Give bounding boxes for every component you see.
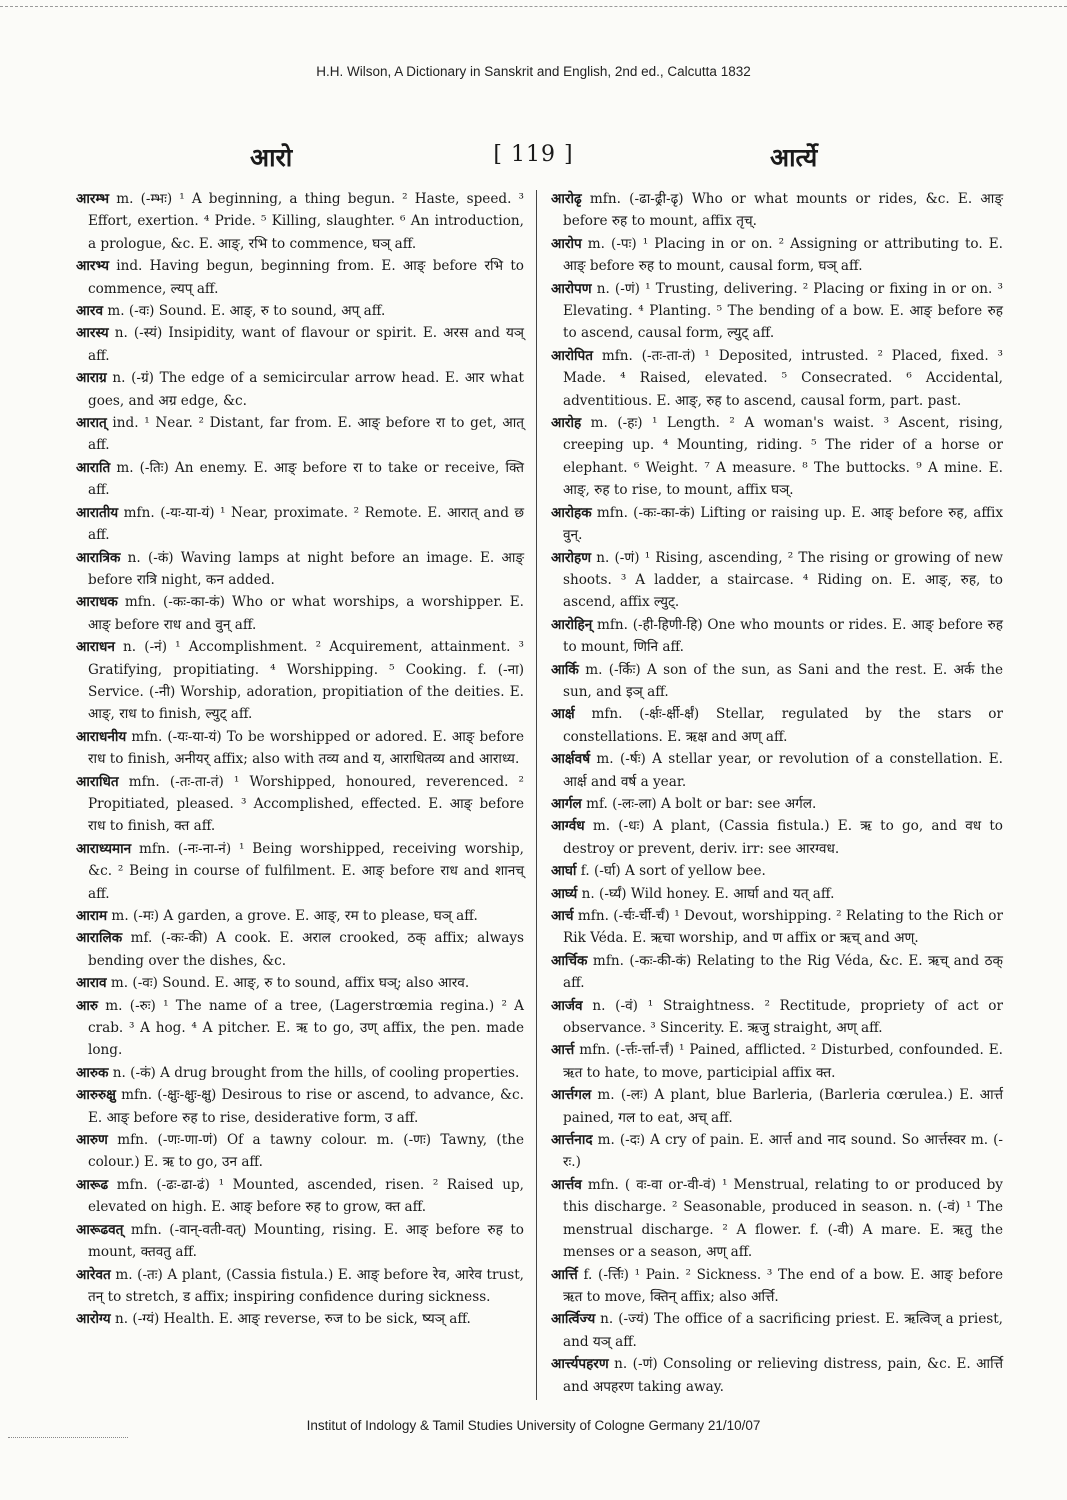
dictionary-entry	[76, 1174, 524, 1219]
dictionary-entry	[551, 748, 1003, 793]
headword: आरोहिन्	[551, 616, 593, 633]
definition: m. (-हः) ¹ Length. ² A woman's waist. ³ Ascent, rising, creeping up. ⁴ Mounting, riding. ⁵ The rider of a horse or elephant. ⁶ Weight. ⁷ A measure. ⁸ The buttocks. ⁹ A mine. E. आङ्, रुह to rise, to mount, affix घञ्.	[563, 415, 1003, 499]
dictionary-entry	[76, 255, 524, 300]
dictionary-entry	[551, 1129, 1003, 1174]
headword: आर्त्विज्य	[551, 1311, 596, 1328]
column-divider	[536, 190, 537, 1400]
headword: आरुरुक्षु	[76, 1087, 116, 1104]
definition: m. (-पः) ¹ Placing in or on. ² Assigning or attributing to. E. आङ् before रुह to mount, causal form, घञ् aff.	[563, 235, 1003, 275]
definition: n. (-णं) Consoling or relieving distress, pain, &c. E. आर्त्ति and अपहरण taking away.	[563, 1356, 1003, 1395]
headword: आरूढ	[76, 1176, 109, 1193]
dictionary-entry	[551, 703, 1003, 748]
definition: mfn. ( वः-वा or-वी-वं) ¹ Menstrual, relating to or produced by this discharge. ² Seasonable, produced in season. n. (-वं) ¹ The menstrual discharge. ² A flower. f. (-वी) A mare. E. ऋतु the menses or a season, अण् aff.	[563, 1176, 1003, 1261]
dictionary-entry	[76, 188, 524, 255]
definition: m. (-म्भः) ¹ A beginning, a thing begun. ² Haste, speed. ³ Effort, exertion. ⁴ Pride. ⁵ Killing, slaughter. ⁶ An introduction, a prologue, &c. E. आङ्, रभि to commence, घञ् aff.	[88, 191, 524, 252]
headword: आरोग्य	[76, 1311, 111, 1328]
definition: n. (-स्यं) Insipidity, want of flavour or spirit. E. अरस and यञ् aff.	[88, 325, 524, 364]
dictionary-entry	[551, 547, 1003, 614]
definition: mfn. (-यः-या-यं) To be worshipped or adored. E. आङ् before राध to finish, अनीयर् affix; also with तव्य and य, आराधितव्य and आराध्य.	[88, 728, 524, 768]
definition: m. (-तिः) An enemy. E. आङ् before रा to take or receive, क्ति aff.	[88, 459, 524, 499]
definition: mfn. (-वान्-वती-वत्) Mounting, rising. E. आङ् before रुह to mount, क्तवतु aff.	[88, 1221, 524, 1261]
definition: f. (-र्त्तिः) ¹ Pain. ² Sickness. ³ The end of a bow. E. आङ् before ऋत to move, क्तिन् affix; also अर्त्ति.	[563, 1266, 1003, 1305]
headword: आर्क्ष	[551, 706, 575, 723]
definition: n. (-ग्रं) The edge of a semicircular arrow head. E. आर what goes, and अग्र edge, &c.	[88, 370, 524, 409]
headword: आरम्भ	[76, 191, 110, 207]
definition: mfn. (-ढा-ढ्री-ढृ) Who or what mounts or rides, &c. E. आङ् before रुह to mount, affix तृच्.	[563, 191, 1003, 230]
definition: m. (-मः) A garden, a grove. E. आङ्, रम to please, घञ् aff.	[107, 908, 478, 924]
dictionary-entry	[551, 793, 1003, 815]
dictionary-entry	[551, 1264, 1003, 1309]
definition: mf. (-लः-ला) A bolt or bar: see अर्गल.	[581, 795, 817, 812]
definition: mfn. (-तः-ता-तं) ¹ Deposited, intrusted. ² Placed, fixed. ³ Made. ⁴ Raised, elevated. ⁵ Consecrated. ⁶ Accidental, adventitious. E. आङ्, रुह to ascend, causal form, part. past.	[563, 347, 1003, 409]
headword: आर्त्तगल	[551, 1087, 592, 1104]
headword: आरोह	[551, 415, 582, 432]
dictionary-entry	[76, 972, 524, 994]
dictionary-entry	[76, 457, 524, 502]
dictionary-entry	[551, 502, 1003, 547]
headword: आर्त्ति	[551, 1266, 578, 1283]
headword: आरोप	[551, 235, 582, 252]
dictionary-entry	[76, 412, 524, 457]
definition: mf. (-कः-की) A cook. E. अराल crooked, ठक् affix; always bending over the dishes, &c.	[88, 930, 524, 969]
dictionary-entry	[551, 950, 1003, 995]
dictionary-entry	[551, 188, 1003, 233]
definition: mfn. (-कः-की-कं) Relating to the Rig Véda, &c. E. ऋच् and ठक् aff.	[563, 952, 1003, 992]
dictionary-entry	[76, 726, 524, 771]
headword: आराम	[76, 908, 108, 924]
right-guide-word: आर्त्ये	[770, 143, 818, 172]
dictionary-entry	[76, 367, 524, 412]
definition: f. (-र्घा) A sort of yellow bee.	[576, 863, 766, 880]
definition: mfn. (-र्चः-र्ची-र्चं) ¹ Devout, worshipping. ² Relating to the Rich or Rik Véda. E. ऋचा worship, and ण affix or ऋच् and अण्.	[563, 908, 1003, 947]
scan-top-edge	[0, 6, 1067, 7]
headword: आराधनीय	[76, 728, 127, 745]
scan-artifact	[8, 1437, 128, 1438]
footer-credit: Institut of Indology & Tamil Studies University of Cologne Germany 21/10/07	[306, 1418, 761, 1433]
headword: आर्घा	[551, 863, 577, 880]
headword: आरोहक	[551, 504, 592, 521]
headword: आरातीय	[76, 504, 119, 521]
dictionary-entry	[76, 591, 524, 636]
definition: m. (-रुः) ¹ The name of a tree, (Lagerstrœmia regina.) ² A crab. ³ A hog. ⁴ A pitcher. E. ऋ to go, उण् affix, the pen. made long.	[88, 997, 524, 1059]
headword: आरव	[76, 303, 104, 320]
dictionary-entry	[551, 345, 1003, 412]
dictionary-entry	[76, 995, 524, 1062]
definition: mfn. (-र्क्षः-र्क्षी-र्क्षं) Stellar, regulated by the stars or constellations. E. ऋक्ष and अण् aff.	[563, 706, 1003, 745]
definition: m. (-तः) A plant, (Cassia fistula.) E. आङ् before रेव, आरेव trust, तन् to stretch, ड affix; inspiring confidence during sickness.	[88, 1266, 524, 1305]
dictionary-entry	[551, 815, 1003, 860]
dictionary-entry	[76, 1264, 524, 1309]
headword: आरुण	[76, 1132, 108, 1149]
definition: n. (-वं) ¹ Straightness. ² Rectitude, propriety of act or observance. ³ Sincerity. E. ऋजु straight, अण् aff.	[563, 997, 1003, 1037]
dictionary-entry	[551, 905, 1003, 950]
headword: आर्चिक	[551, 952, 588, 969]
definition: mfn. (-ही-हिणी-हि) One who mounts or rides. E. आङ् before रुह to mount, णिनि aff.	[563, 616, 1003, 656]
definition: m. (-र्किः) A son of the sun, as Sani and the rest. E. अर्क the sun, and इञ् aff.	[563, 661, 1003, 700]
headword: आरोपित	[551, 347, 593, 364]
headword: आर्घ्य	[551, 885, 578, 902]
definition: m. (-वः) Sound. E. आङ्, रु to sound, अप् aff.	[103, 303, 386, 320]
definition: n. (-कं) Waving lamps at night before an image. E. आङ् before रात्रि night, कन added.	[88, 549, 524, 588]
definition: mfn. (-यः-या-यं) ¹ Near, proximate. ² Remote. E. आरात् and छ aff.	[88, 504, 524, 544]
left-guide-word: आरो	[250, 143, 293, 172]
headword: आराग्र	[76, 370, 107, 387]
headword: आरोढृ	[551, 191, 582, 207]
dictionary-entry	[551, 883, 1003, 905]
definition: ind. Having begun, beginning from. E. आङ् before रभि to commence, ल्यप् aff.	[88, 258, 524, 297]
headword: आरु	[76, 997, 99, 1014]
headword: आरात्रिक	[76, 549, 121, 566]
headword: आरुक	[76, 1064, 109, 1081]
definition: mfn. (-नः-ना-नं) ¹ Being worshipped, receiving worship, &c. ² Being in course of fulfilment. E. आङ् before राध and शानच् aff.	[88, 840, 524, 902]
headword: आर्च	[551, 908, 574, 924]
dictionary-entry	[76, 1308, 524, 1330]
definition: m. (-धः) A plant, (Cassia fistula.) E. ऋ to go, and वध to destroy or prevent, deriv. irr: see आरग्वध.	[563, 818, 1003, 857]
definition: mfn. (-कः-का-कं) Who or what worships, a worshipper. E. आङ् before राध and वुन् aff.	[88, 594, 524, 633]
definition: m. (-वः) Sound. E. आङ्, रु to sound, affix घञ्; also आरव.	[106, 975, 470, 992]
definition: mfn. (-कः-का-कं) Lifting or raising up. E. आङ् before रुह, affix वुन्.	[563, 504, 1003, 544]
dictionary-entry	[76, 636, 524, 726]
definition: ind. ¹ Near. ² Distant, far from. E. आङ् before रा to get, आत् aff.	[88, 415, 524, 454]
dictionary-entry	[76, 927, 524, 972]
left-column	[76, 188, 524, 1331]
definition: mfn. (-र्त्तः-र्त्ता-र्त्तं) ¹ Pained, afflicted. ² Disturbed, confounded. E. ऋत to hate, to move, participial affix क्त.	[563, 1042, 1003, 1081]
dictionary-entry	[551, 278, 1003, 345]
dictionary-entry	[76, 502, 524, 547]
headword: आर्कि	[551, 661, 579, 678]
headword: आरालिक	[76, 930, 123, 947]
headword: आरभ्य	[76, 258, 109, 275]
dictionary-entry	[551, 1308, 1003, 1353]
headword: आर्क्षवर्ष	[551, 751, 591, 768]
headword: आर्ग्वध	[551, 818, 585, 835]
definition: m. (-लः) A plant, blue Barleria, (Barleria cœrulea.) E. आर्त्त pained, गल to eat, अच् aff.	[563, 1087, 1003, 1126]
headword: आरस्य	[76, 325, 109, 342]
definition: mfn. (-ढः-ढा-ढं) ¹ Mounted, ascended, risen. ² Raised up, elevated on high. E. आङ् before रुह to grow, क्त aff.	[88, 1176, 524, 1216]
definition: n. (-कं) A drug brought from the hills, of cooling properties.	[108, 1064, 520, 1081]
headword: आरोपण	[551, 280, 592, 297]
dictionary-entry	[551, 233, 1003, 278]
definition: n. (-ग्यं) Health. E. आङ् reverse, रुज to be sick, ष्यञ् aff.	[110, 1311, 471, 1328]
dictionary-entry	[551, 860, 1003, 882]
definition: n. (-ज्यं) The office of a sacrificing priest. E. ऋत्विज् a priest, and यञ् aff.	[563, 1311, 1003, 1350]
dictionary-entry	[76, 322, 524, 367]
definition: m. (-र्षः) A stellar year, or revolution of a constellation. E. आर्क्ष and वर्ष a year.	[563, 751, 1003, 790]
dictionary-entry	[76, 771, 524, 838]
headword: आराधक	[76, 594, 118, 611]
definition: n. (-र्घ्यं) Wild honey. E. आर्घा and यत् aff.	[577, 885, 835, 902]
definition: n. (-णं) ¹ Trusting, delivering. ² Placing or fixing in or on. ³ Elevating. ⁴ Planting. ⁵ The bending of a bow. E. आङ् before रुह to ascend, causal form, ल्युट् aff.	[563, 280, 1003, 342]
dictionary-entry	[551, 1174, 1003, 1264]
dictionary-entry	[76, 1084, 524, 1129]
dictionary-entry	[551, 1039, 1003, 1084]
headword: आराध्यमान	[76, 840, 132, 857]
definition: mfn. (-णः-णा-णं) Of a tawny colour. m. (-णः) Tawny, (the colour.) E. ऋ to go, उन aff.	[88, 1132, 524, 1171]
headword: आरोहण	[551, 549, 592, 566]
dictionary-entry	[76, 547, 524, 592]
headword: आरात्	[76, 415, 107, 432]
headword: आराव	[76, 975, 107, 992]
right-column	[551, 188, 1003, 1398]
page-number: [ 119 ]	[493, 142, 574, 167]
dictionary-entry	[551, 995, 1003, 1040]
dictionary-entry	[76, 905, 524, 927]
definition: n. (-नं) ¹ Accomplishment. ² Acquirement, attainment. ³ Gratifying, propitiating. ⁴ Worshipping. ⁵ Cooking. f. (-ना) Service. (-नी) Worship, adoration, propitiation of the deities. E. आङ्, राध to finish, ल्युट् aff.	[88, 639, 524, 723]
dictionary-entry	[76, 838, 524, 905]
definition: n. (-णं) ¹ Rising, ascending, ² The rising or growing of new shoots. ³ A ladder, a staircase. ⁴ Riding on. E. आङ्, रुह, to ascend, affix ल्युट्.	[563, 549, 1003, 611]
headword: आर्गल	[551, 795, 582, 812]
dictionary-entry	[551, 614, 1003, 659]
definition: mfn. (-तः-ता-तं) ¹ Worshipped, honoured, reverenced. ² Propitiated, pleased. ³ Accomplished, effected. E. आङ् before राध to finish, क्त aff.	[88, 773, 524, 835]
definition: m. (-दः) A cry of pain. E. आर्त्त and नाद sound. So आर्त्तस्वर m. (-रः.)	[563, 1132, 1003, 1171]
dictionary-entry	[551, 1084, 1003, 1129]
source-header: H.H. Wilson, A Dictionary in Sanskrit and English, 2nd ed., Calcutta 1832	[316, 64, 751, 79]
page-heading	[0, 140, 1067, 180]
headword: आर्त्त	[551, 1042, 575, 1059]
headword: आर्त्तनाद	[551, 1132, 593, 1149]
headword: आर्त्तव	[551, 1176, 582, 1193]
dictionary-entry	[76, 300, 524, 322]
dictionary-entry	[76, 1062, 524, 1084]
headword: आर्जव	[551, 997, 583, 1014]
dictionary-entry	[76, 1219, 524, 1264]
dictionary-entry	[551, 1353, 1003, 1398]
headword: आराति	[76, 459, 111, 476]
headword: आराधित	[76, 773, 119, 790]
dictionary-entry	[551, 659, 1003, 704]
dictionary-entry	[76, 1129, 524, 1174]
dictionary-entry	[551, 412, 1003, 502]
headword: आराधन	[76, 639, 115, 656]
headword: आरूढवत्	[76, 1221, 124, 1238]
definition: mfn. (-क्षुः-क्षुः-क्षु) Desirous to rise or ascend, to advance, &c. E. आङ् before रुह to rise, desiderative form, उ aff.	[88, 1087, 524, 1126]
headword: आरेवत	[76, 1266, 111, 1283]
headword: आर्त्त्यपहरण	[551, 1356, 609, 1373]
